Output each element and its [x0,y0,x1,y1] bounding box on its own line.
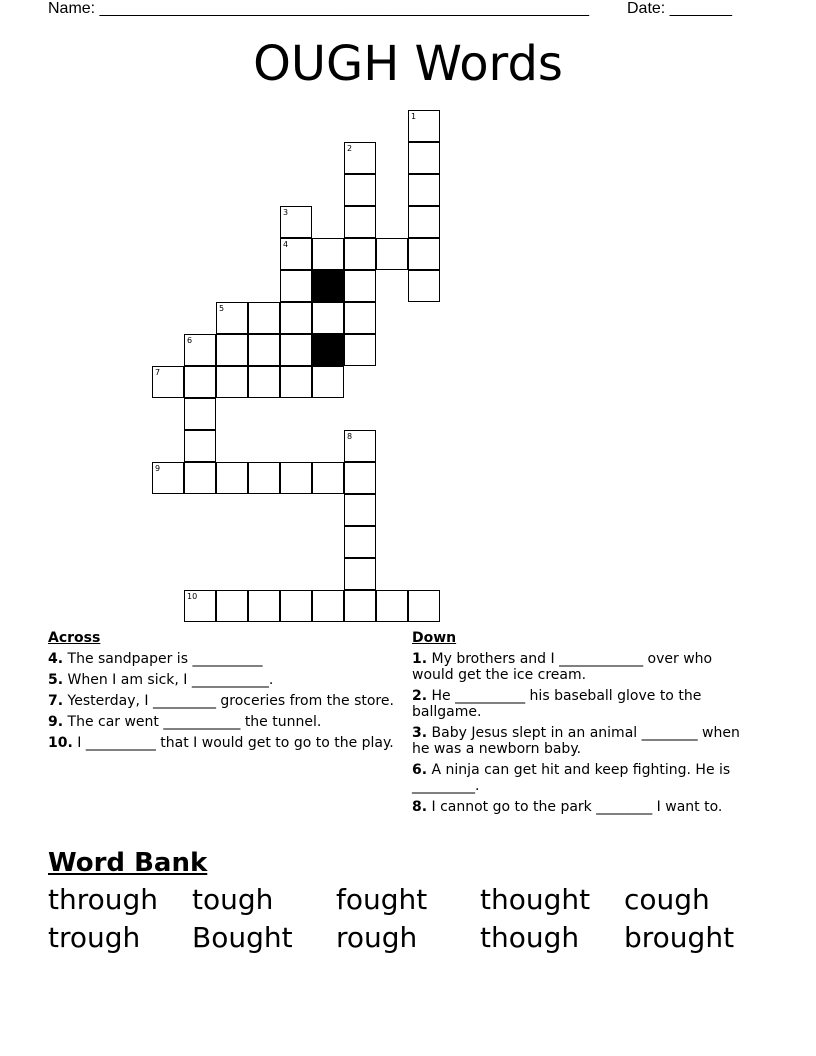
clue-number-label: 1 [411,112,417,121]
crossword-cell[interactable] [280,366,312,398]
down-heading: Down [412,630,457,646]
down-clues [412,630,757,820]
down-clue [412,762,757,794]
crossword-cell[interactable] [344,174,376,206]
clue-number-label: 9 [155,464,161,473]
clue-number: 3. [412,725,428,741]
crossword-cell[interactable] [216,366,248,398]
clue-number-label: 6 [187,336,193,345]
clue-number: 4. [48,651,64,667]
crossword-cell[interactable] [280,462,312,494]
clue-text: Baby Jesus slept in an animal ________ when he was a newborn baby. [412,725,740,757]
crossword-cell[interactable] [248,334,280,366]
crossword-cell[interactable] [344,590,376,622]
crossword-cell[interactable] [312,590,344,622]
clue-text: The car went ___________ the tunnel. [67,714,322,730]
crossword-cell[interactable] [184,430,216,462]
clue-text: I cannot go to the park ________ I want to. [431,799,723,815]
clue-number-label: 10 [187,592,198,601]
crossword-cell[interactable] [344,430,376,462]
crossword-cell[interactable] [280,270,312,302]
crossword-cell[interactable] [184,398,216,430]
crossword-cell[interactable] [152,462,184,494]
word-bank-word: though [480,921,580,954]
crossword-cell[interactable] [408,206,440,238]
crossword-cell[interactable] [248,302,280,334]
crossword-cell[interactable] [216,462,248,494]
clue-text: Yesterday, I _________ groceries from the store. [67,693,394,709]
crossword-cell[interactable] [216,302,248,334]
clue-text: The sandpaper is __________ [67,651,263,667]
clue-text: When I am sick, I ___________. [67,672,274,688]
across-clue [48,735,398,751]
crossword-cell[interactable] [408,174,440,206]
crossword-cell[interactable] [312,366,344,398]
clue-number: 2. [412,688,428,704]
crossword-block [312,334,344,366]
word-bank-word: trough [48,921,141,954]
name-field-label: Name: _______________________________________________________ [48,0,589,17]
crossword-cell[interactable] [408,238,440,270]
clue-text: My brothers and I ____________ over who would get the ice cream. [412,651,713,683]
crossword-cell[interactable] [216,590,248,622]
clue-number-label: 5 [219,304,225,313]
crossword-cell[interactable] [408,142,440,174]
across-clue [48,672,398,688]
crossword-cell[interactable] [248,462,280,494]
clue-number: 8. [412,799,428,815]
crossword-cell[interactable] [184,462,216,494]
clue-number: 7. [48,693,64,709]
clue-number: 6. [412,762,428,778]
crossword-cell[interactable] [280,206,312,238]
down-clue [412,688,757,720]
crossword-cell[interactable] [312,302,344,334]
word-bank-title: Word Bank [48,848,208,878]
clue-number-label: 2 [347,144,353,153]
word-bank-word: Bought [192,921,293,954]
word-bank-word: fought [336,883,428,916]
word-bank-word: rough [336,921,418,954]
clue-number: 5. [48,672,64,688]
across-heading: Across [48,630,101,646]
crossword-cell[interactable] [312,238,344,270]
page-title: OUGH Words [253,36,563,92]
crossword-cell[interactable] [344,238,376,270]
crossword-cell[interactable] [216,334,248,366]
clue-number-label: 8 [347,432,353,441]
down-clue [412,725,757,757]
crossword-cell[interactable] [344,206,376,238]
word-bank-word: through [48,883,159,916]
word-bank-word: thought [480,883,591,916]
down-clue [412,799,757,815]
crossword-cell[interactable] [376,590,408,622]
crossword-cell[interactable] [248,366,280,398]
crossword-cell[interactable] [344,494,376,526]
crossword-cell[interactable] [344,462,376,494]
crossword-cell[interactable] [280,302,312,334]
across-clue [48,714,398,730]
clue-number-label: 3 [283,208,289,217]
clue-number: 1. [412,651,428,667]
crossword-cell[interactable] [184,334,216,366]
crossword-cell[interactable] [280,238,312,270]
crossword-cell[interactable] [408,590,440,622]
date-field-label: Date: _______ [627,0,732,17]
crossword-cell[interactable] [344,334,376,366]
clue-number: 9. [48,714,64,730]
across-clue [48,693,398,709]
crossword-cell[interactable] [344,302,376,334]
clue-number-label: 4 [283,240,289,249]
word-bank-word: brought [624,921,735,954]
crossword-cell[interactable] [344,270,376,302]
clue-number-label: 7 [155,368,161,377]
across-clue [48,651,398,667]
across-clues [48,630,398,756]
crossword-cell[interactable] [184,366,216,398]
clue-text: A ninja can get hit and keep fighting. He is _________. [412,762,731,794]
crossword-cell[interactable] [408,110,440,142]
word-bank-word: cough [624,883,710,916]
crossword-block [312,270,344,302]
crossword-cell[interactable] [344,526,376,558]
crossword-cell[interactable] [344,558,376,590]
crossword-cell[interactable] [280,590,312,622]
crossword-cell[interactable] [280,334,312,366]
crossword-cell[interactable] [376,238,408,270]
word-bank-word: tough [192,883,274,916]
down-clue [412,651,757,683]
crossword-cell[interactable] [184,590,216,622]
crossword-cell[interactable] [408,270,440,302]
crossword-cell[interactable] [312,462,344,494]
clue-text: He __________ his baseball glove to the ballgame. [412,688,702,720]
clue-text: I __________ that I would get to go to the play. [77,735,394,751]
crossword-cell[interactable] [152,366,184,398]
clue-number: 10. [48,735,73,751]
crossword-cell[interactable] [344,142,376,174]
crossword-cell[interactable] [248,590,280,622]
